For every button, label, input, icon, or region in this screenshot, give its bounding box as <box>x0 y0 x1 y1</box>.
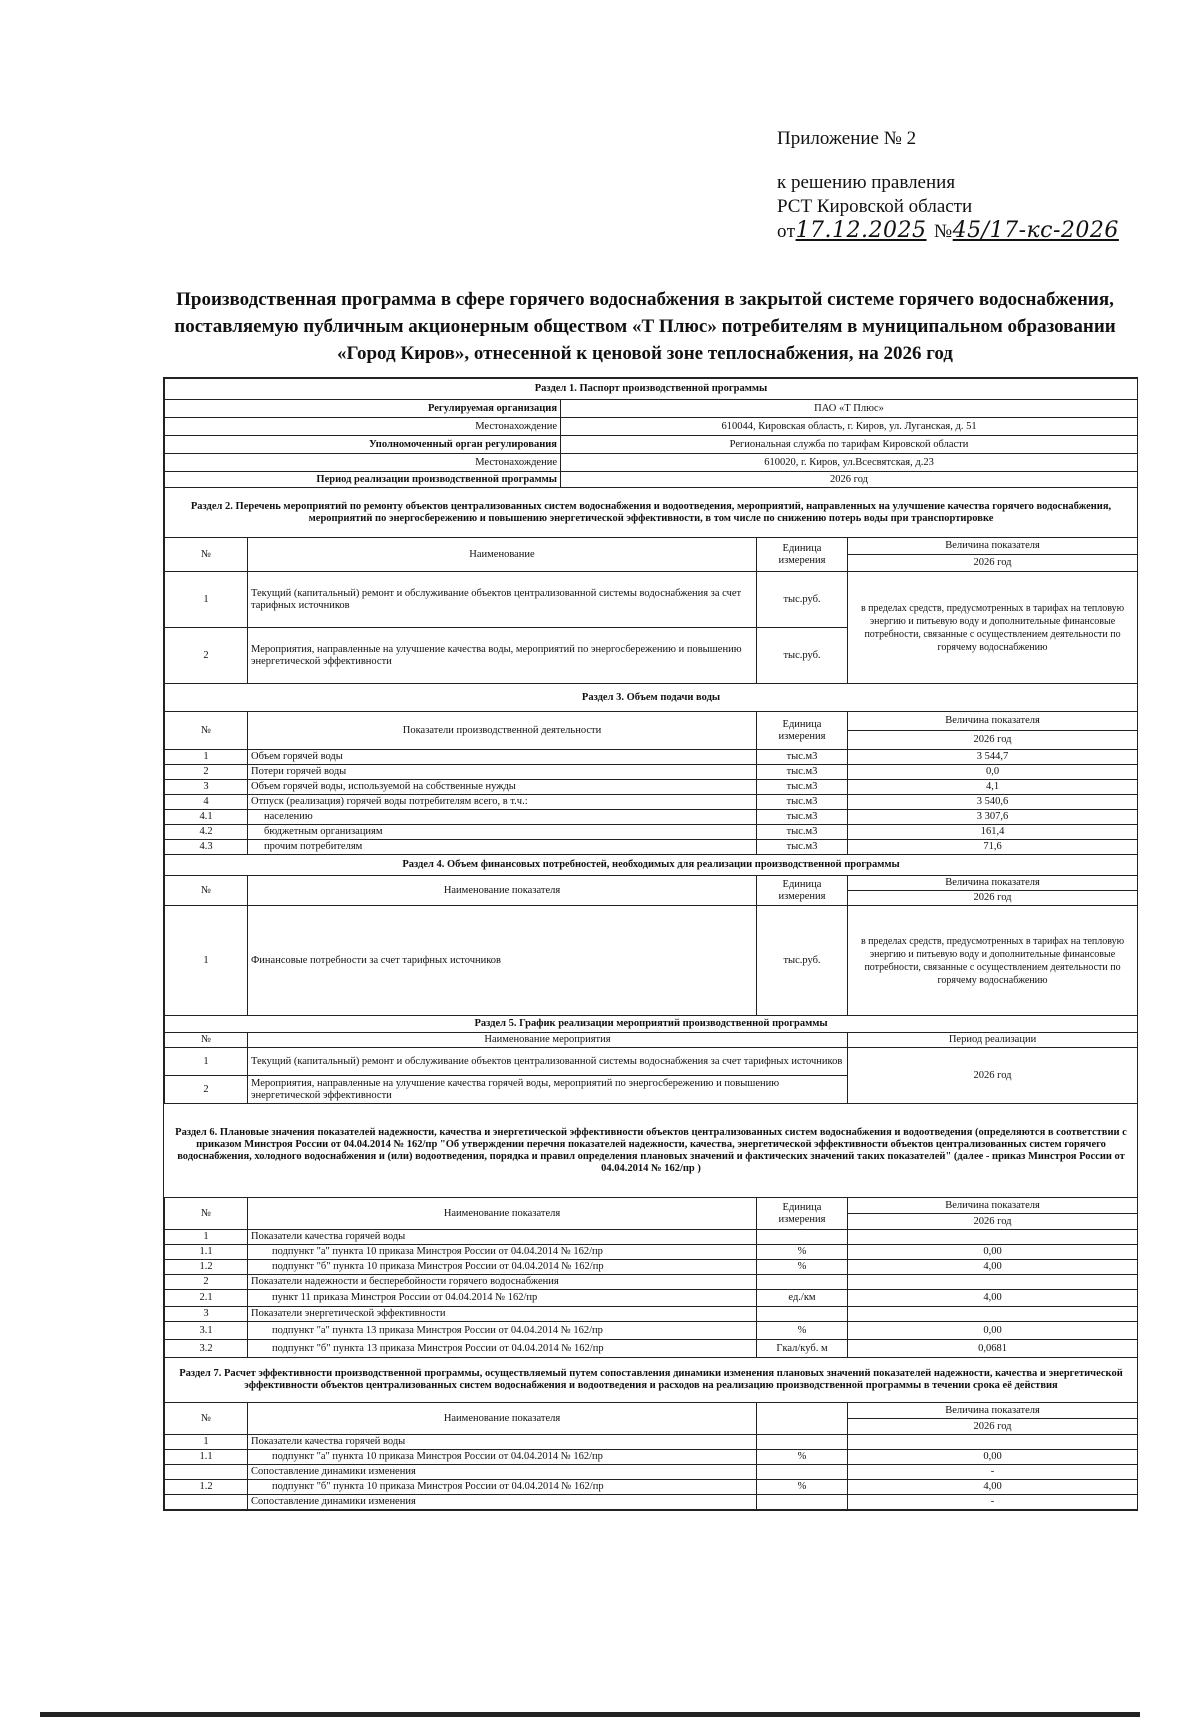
col-name: Наименование <box>248 538 757 572</box>
row-no: 4 <box>165 795 248 810</box>
row-value: 4,00 <box>848 1260 1138 1275</box>
col-no: № <box>165 876 248 906</box>
col-unit: Единица измерения <box>757 876 848 906</box>
table-row <box>165 1480 1138 1495</box>
table-row <box>165 1465 1138 1480</box>
row-no: 3 <box>165 1307 248 1322</box>
row-unit: ед./км <box>757 1290 848 1307</box>
col-value: Величина показателя <box>848 1198 1138 1214</box>
row-value: 3 307,6 <box>848 810 1138 825</box>
table-row <box>165 765 1138 780</box>
table-row <box>165 1230 1138 1245</box>
row-value: 161,4 <box>848 825 1138 840</box>
passport-label: Регулируемая организация <box>165 400 561 418</box>
table-row <box>165 1290 1138 1307</box>
row-value: 4,00 <box>848 1480 1138 1495</box>
table-row <box>165 1245 1138 1260</box>
row-unit <box>757 1435 848 1450</box>
col-unit: Единица измерения <box>757 538 848 572</box>
row-no: 1 <box>165 750 248 765</box>
section7-header: Раздел 7. Расчет эффективности производственной программы, осуществляемый путем сопоставления динамики изменения плановых значений показателей надежности, качества и энергетической эффективности объектов централизованных систем водоснабжения и водоотведения и расходов на реализацию производственной программы в течении срока её действия <box>165 1358 1138 1403</box>
table-row <box>165 795 1138 810</box>
section4-note: в пределах средств, предусмотренных в тарифах на тепловую энергию и питьевую воду и дополнительные финансовые потребности, связанные с осуществлением деятельности по горячему водоснабжению <box>848 906 1138 1016</box>
row-name: Потери горячей воды <box>248 765 757 780</box>
date-prefix: от <box>777 221 796 242</box>
col-value: Величина показателя <box>848 712 1138 731</box>
col-year: 2026 год <box>848 731 1138 750</box>
passport-label: Местонахождение <box>165 418 561 436</box>
row-name: Сопоставление динамики изменения <box>248 1495 757 1510</box>
section1-header: Раздел 1. Паспорт производственной программы <box>165 379 1138 400</box>
row-unit: тыс.м3 <box>757 840 848 855</box>
section2-header: Раздел 2. Перечень мероприятий по ремонту объектов централизованных систем водоснабжения и водоотведения, мероприятий, направленных на улучшение качества горячего водоснабжения, мероприятий по энергосбережению и повышению энергетической эффективности, в том числе по снижению потерь воды при транспортировке <box>165 488 1138 538</box>
row-no: 1.1 <box>165 1245 248 1260</box>
passport-label: Уполномоченный орган регулирования <box>165 436 561 454</box>
row-unit: тыс.м3 <box>757 780 848 795</box>
scan-edge-bar <box>40 1712 1140 1717</box>
row-name: подпункт "а" пункта 10 приказа Минстроя России от 04.04.2014 № 162/пр <box>248 1245 757 1260</box>
row-value: - <box>848 1495 1138 1510</box>
col-no: № <box>165 538 248 572</box>
col-year: 2026 год <box>848 891 1138 906</box>
row-value: - <box>848 1465 1138 1480</box>
row-name: Показатели энергетической эффективности <box>248 1307 757 1322</box>
col-name: Показатели производственной деятельности <box>248 712 757 750</box>
row-unit: % <box>757 1480 848 1495</box>
row-no <box>165 1495 248 1510</box>
row-value: 0,00 <box>848 1245 1138 1260</box>
col-no: № <box>165 712 248 750</box>
row-unit: % <box>757 1322 848 1340</box>
row-value: 0,0681 <box>848 1340 1138 1358</box>
col-unit-empty <box>757 1403 848 1435</box>
row-name: Объем горячей воды, используемой на собственные нужды <box>248 780 757 795</box>
col-name: Наименование показателя <box>248 1198 757 1230</box>
section2-note: в пределах средств, предусмотренных в тарифах на тепловую энергию и питьевую воду и дополнительные финансовые потребности, связанные с осуществлением деятельности по горячему водоснабжению <box>848 572 1138 684</box>
row-name: подпункт "б" пункта 13 приказа Минстроя России от 04.04.2014 № 162/пр <box>248 1340 757 1358</box>
row-name: Текущий (капитальный) ремонт и обслуживание объектов централизованной системы водоснабжения за счет тарифных источников <box>248 572 757 628</box>
appendix-date-number <box>777 220 1119 243</box>
row-no: 2 <box>165 765 248 780</box>
table-row <box>165 1048 1138 1076</box>
passport-label: Местонахождение <box>165 454 561 472</box>
row-no: 1.2 <box>165 1260 248 1275</box>
col-year: 2026 год <box>848 1214 1138 1230</box>
col-unit: Единица измерения <box>757 712 848 750</box>
table-row <box>165 1322 1138 1340</box>
row-value <box>848 1275 1138 1290</box>
row-name: Объем горячей воды <box>248 750 757 765</box>
program-table <box>163 377 1138 1511</box>
appendix-line-2: РСТ Кировской области <box>777 196 973 217</box>
row-no: 3.2 <box>165 1340 248 1358</box>
row-no: 4.2 <box>165 825 248 840</box>
row-unit <box>757 1307 848 1322</box>
col-unit: Единица измерения <box>757 1198 848 1230</box>
row-no: 2 <box>165 1275 248 1290</box>
row-name: бюджетным организациям <box>248 825 757 840</box>
col-no: № <box>165 1033 248 1048</box>
section1-row <box>165 400 1138 418</box>
table-row <box>165 1260 1138 1275</box>
row-name: населению <box>248 810 757 825</box>
row-value: 3 540,6 <box>848 795 1138 810</box>
section1-row <box>165 436 1138 454</box>
table-row <box>165 810 1138 825</box>
row-no <box>165 1465 248 1480</box>
row-no: 1 <box>165 1230 248 1245</box>
col-value: Величина показателя <box>848 538 1138 555</box>
col-value: Величина показателя <box>848 1403 1138 1419</box>
col-name: Наименование показателя <box>248 876 757 906</box>
row-unit: тыс.руб. <box>757 628 848 684</box>
row-no: 1 <box>165 572 248 628</box>
row-value: 4,00 <box>848 1290 1138 1307</box>
row-no: 1 <box>165 1435 248 1450</box>
passport-label: Период реализации производственной программы <box>165 472 561 488</box>
section4-header: Раздел 4. Объем финансовых потребностей, необходимых для реализации производственной программы <box>165 855 1138 876</box>
row-unit: тыс.руб. <box>757 906 848 1016</box>
row-unit <box>757 1495 848 1510</box>
appendix-title: Приложение № 2 <box>777 128 917 149</box>
row-unit <box>757 1230 848 1245</box>
document-title: Производственная программа в сфере горячего водоснабжения в закрытой системе горячего водоснабжения, поставляемую публичным акционерным обществом «Т Плюс» потребителям в муниципальном образовании «Город Киров», отнесенной к ценовой зоне теплоснабжения, на 2026 год <box>174 289 1116 364</box>
col-name: Наименование показателя <box>248 1403 757 1435</box>
table-row <box>165 572 1138 628</box>
row-value: 4,1 <box>848 780 1138 795</box>
table-row <box>165 906 1138 1016</box>
row-no: 4.1 <box>165 810 248 825</box>
row-unit: тыс.м3 <box>757 750 848 765</box>
row-name: подпункт "а" пункта 10 приказа Минстроя России от 04.04.2014 № 162/пр <box>248 1450 757 1465</box>
row-unit: тыс.м3 <box>757 765 848 780</box>
section3-header: Раздел 3. Объем подачи воды <box>165 684 1138 712</box>
table-row <box>165 1495 1138 1510</box>
row-name: Показатели качества горячей воды <box>248 1435 757 1450</box>
col-no: № <box>165 1198 248 1230</box>
col-no: № <box>165 1403 248 1435</box>
col-year: 2026 год <box>848 555 1138 572</box>
row-name: подпункт "б" пункта 10 приказа Минстроя России от 04.04.2014 № 162/пр <box>248 1480 757 1495</box>
row-value: 3 544,7 <box>848 750 1138 765</box>
row-name: Показатели надежности и бесперебойности горячего водоснабжения <box>248 1275 757 1290</box>
row-unit: тыс.м3 <box>757 795 848 810</box>
row-name: Мероприятия, направленные на улучшение качества горячей воды, мероприятий по энергосбережению и повышению энергетической эффективности <box>248 1076 848 1104</box>
row-name: подпункт "б" пункта 10 приказа Минстроя России от 04.04.2014 № 162/пр <box>248 1260 757 1275</box>
row-name: пункт 11 приказа Минстроя России от 04.04.2014 № 162/пр <box>248 1290 757 1307</box>
row-no: 1 <box>165 906 248 1016</box>
row-name: Финансовые потребности за счет тарифных источников <box>248 906 757 1016</box>
table-row <box>165 780 1138 795</box>
row-no: 1.1 <box>165 1450 248 1465</box>
row-value: 0,00 <box>848 1450 1138 1465</box>
row-value <box>848 1307 1138 1322</box>
row-unit: % <box>757 1450 848 1465</box>
row-name: Показатели качества горячей воды <box>248 1230 757 1245</box>
row-unit: Гкал/куб. м <box>757 1340 848 1358</box>
number-handwritten: 45/17-кс-2026 <box>952 218 1119 243</box>
row-unit: % <box>757 1260 848 1275</box>
row-name: прочим потребителям <box>248 840 757 855</box>
table-row <box>165 1450 1138 1465</box>
col-year: 2026 год <box>848 1419 1138 1435</box>
row-value: 0,00 <box>848 1322 1138 1340</box>
row-no: 1 <box>165 1048 248 1076</box>
row-name: подпункт "а" пункта 13 приказа Минстроя России от 04.04.2014 № 162/пр <box>248 1322 757 1340</box>
table-row <box>165 1275 1138 1290</box>
table-row <box>165 1340 1138 1358</box>
passport-value: 610044, Кировская область, г. Киров, ул. Луганская, д. 51 <box>561 418 1138 436</box>
section6-header: Раздел 6. Плановые значения показателей надежности, качества и энергетической эффективности объектов централизованных систем водоснабжения и водоотведения (определяются в соответствии с приказом Минстроя России от 04.04.2014 № 162/пр "Об утверждении перечня показателей надежности, качества, энергетической эффективности объектов централизованных систем горячего водоснабжения, холодного водоснабжения и (или) водоотведения, порядка и правил определения плановых значений и фактических значений таких показателей" (далее - приказ Минстроя России от 04.04.2014 № 162/пр ) <box>165 1104 1138 1198</box>
passport-value: 2026 год <box>561 472 1138 488</box>
row-no: 3 <box>165 780 248 795</box>
col-period: Период реализации <box>848 1033 1138 1048</box>
passport-value: 610020, г. Киров, ул.Всесвятская, д.23 <box>561 454 1138 472</box>
table-row <box>165 1435 1138 1450</box>
table-row <box>165 1307 1138 1322</box>
row-name: Отпуск (реализация) горячей воды потребителям всего, в т.ч.: <box>248 795 757 810</box>
row-value: 0,0 <box>848 765 1138 780</box>
row-name: Мероприятия, направленные на улучшение качества воды, мероприятий по энергосбережению и повышению энергетической эффективности <box>248 628 757 684</box>
row-unit: % <box>757 1245 848 1260</box>
row-unit: тыс.м3 <box>757 825 848 840</box>
row-value: 71,6 <box>848 840 1138 855</box>
row-no: 4.3 <box>165 840 248 855</box>
row-no: 2 <box>165 628 248 684</box>
section1-row <box>165 472 1138 488</box>
number-prefix: № <box>934 221 953 242</box>
passport-value: Региональная служба по тарифам Кировской области <box>561 436 1138 454</box>
row-no: 2.1 <box>165 1290 248 1307</box>
col-name: Наименование мероприятия <box>248 1033 848 1048</box>
row-name: Сопоставление динамики изменения <box>248 1465 757 1480</box>
row-value <box>848 1230 1138 1245</box>
row-unit: тыс.руб. <box>757 572 848 628</box>
section5-period: 2026 год <box>848 1048 1138 1104</box>
appendix-line-1: к решению правления <box>777 172 956 193</box>
col-value: Величина показателя <box>848 876 1138 891</box>
section5-header: Раздел 5. График реализации мероприятий производственной программы <box>165 1016 1138 1033</box>
row-no: 1.2 <box>165 1480 248 1495</box>
row-no: 3.1 <box>165 1322 248 1340</box>
passport-value: ПАО «Т Плюс» <box>561 400 1138 418</box>
row-unit <box>757 1465 848 1480</box>
row-unit: тыс.м3 <box>757 810 848 825</box>
row-value <box>848 1435 1138 1450</box>
row-no: 2 <box>165 1076 248 1104</box>
row-name: Текущий (капитальный) ремонт и обслуживание объектов централизованной системы водоснабжения за счет тарифных источников <box>248 1048 848 1076</box>
table-row <box>165 825 1138 840</box>
section1-row <box>165 454 1138 472</box>
section1-row <box>165 418 1138 436</box>
date-handwritten: 17.12.2025 <box>795 218 927 243</box>
row-unit <box>757 1275 848 1290</box>
table-row <box>165 840 1138 855</box>
table-row <box>165 750 1138 765</box>
